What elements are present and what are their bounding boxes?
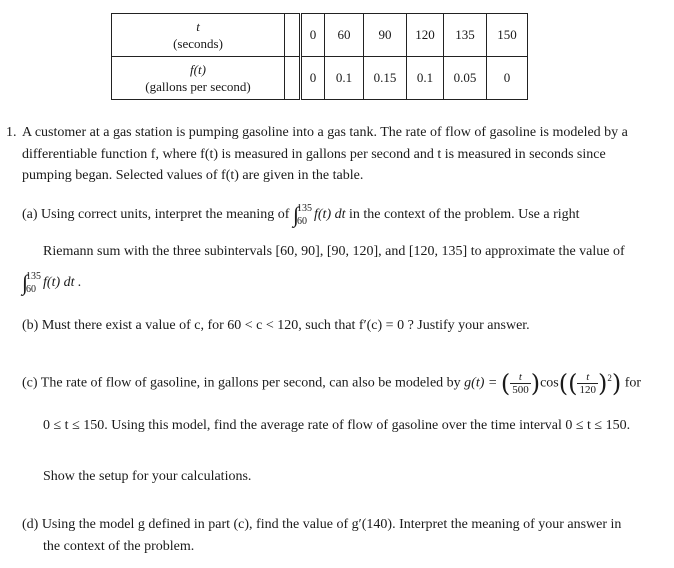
part-a-line-1	[22, 200, 580, 230]
problem-number: 1.	[6, 125, 17, 140]
table-row-t	[112, 14, 528, 57]
integral-limits	[297, 202, 312, 228]
part-c-line-2: 0 ≤ t ≤ 150. Using this model, find the average rate of flow of gasoline over the time interval 0 ≤ t ≤ 150.	[43, 418, 631, 433]
part-a-line-2: Riemann sum with the three subintervals [60, 90], [90, 120], and [120, 135] to approximate the value of	[43, 244, 625, 259]
f-value-cell: 0.05	[444, 57, 487, 100]
f-value-cell: 0.1	[407, 57, 444, 100]
part-b-text: (b) Must there exist a value of c, for 60 < c < 120, such that f′(c) = 0 ? Justify your answer.	[22, 318, 530, 333]
f-value-cell: 0.1	[325, 57, 364, 100]
part-d-line-1: (d) Using the model g defined in part (c), find the value of g′(140). Interpret the meaning of your answer in	[22, 517, 622, 532]
t-value-cell: 0	[301, 14, 325, 57]
intro-line-1: A customer at a gas station is pumping gasoline into a gas tank. The rate of flow of gasoline is modeled by a	[22, 125, 628, 140]
t-value-cell: 150	[487, 14, 528, 57]
intro-line-3: pumping began. Selected values of f(t) are given in the table.	[22, 168, 364, 183]
integral-limits: 135 60	[26, 271, 42, 295]
intro-line-2: differentiable function f, where f(t) is measured in gallons per second and t is measured in seconds since	[22, 147, 606, 162]
part-c-start: (c) The rate of flow of gasoline, in gallons per second, can also be modeled by	[22, 375, 461, 391]
integrand: f(t) dt	[314, 207, 346, 223]
t-value-cell: 120	[407, 14, 444, 57]
f-value-cell: 0.15	[364, 57, 407, 100]
g-def: g(t) =	[464, 375, 498, 391]
part-c-line-1: (c) The rate of flow of gasoline, in gallons per second, can also be modeled by g(t) = ( $\frac{t}{500}$ )cos(( $\frac{t}{120}$ )$^2$) for	[22, 369, 642, 398]
integrand-2: f(t) dt .	[43, 275, 82, 291]
integral-upper: 135	[297, 203, 312, 214]
t-value-cell: 90	[364, 14, 407, 57]
fraction-t-120: $\frac{t}{120}$	[579, 370, 596, 396]
f-label: f(t)	[190, 62, 206, 77]
t-header-cell	[112, 14, 285, 57]
part-a-end: in the context of the problem. Use a right	[349, 207, 580, 223]
f-unit: (gallons per second)	[145, 79, 251, 94]
integral-lower: 60	[297, 216, 307, 227]
f-value-cell: 0	[301, 57, 325, 100]
exponent: 2	[607, 373, 612, 383]
t-unit: (seconds)	[173, 36, 223, 51]
integral-sign-icon: ∫	[22, 270, 29, 295]
part-c-for: for	[624, 375, 642, 391]
t-value-cell: 60	[325, 14, 364, 57]
integral-sign-icon: ∫	[292, 202, 299, 227]
f-header-cell	[112, 57, 285, 100]
part-d-line-2: the context of the problem.	[43, 539, 195, 554]
part-c-line-3: Show the setup for your calculations.	[43, 469, 252, 484]
fraction-t-500: $\frac{t}{500}$	[512, 370, 529, 396]
table-row-f	[112, 57, 528, 100]
part-a-line-3	[22, 268, 82, 298]
f-value-cell: 0	[487, 57, 528, 100]
values-table	[111, 13, 528, 100]
cos-label: cos	[540, 375, 559, 391]
t-value-cell: 135	[444, 14, 487, 57]
part-a-start: (a) Using correct units, interpret the meaning of	[22, 207, 290, 223]
t-label: t	[196, 19, 200, 34]
